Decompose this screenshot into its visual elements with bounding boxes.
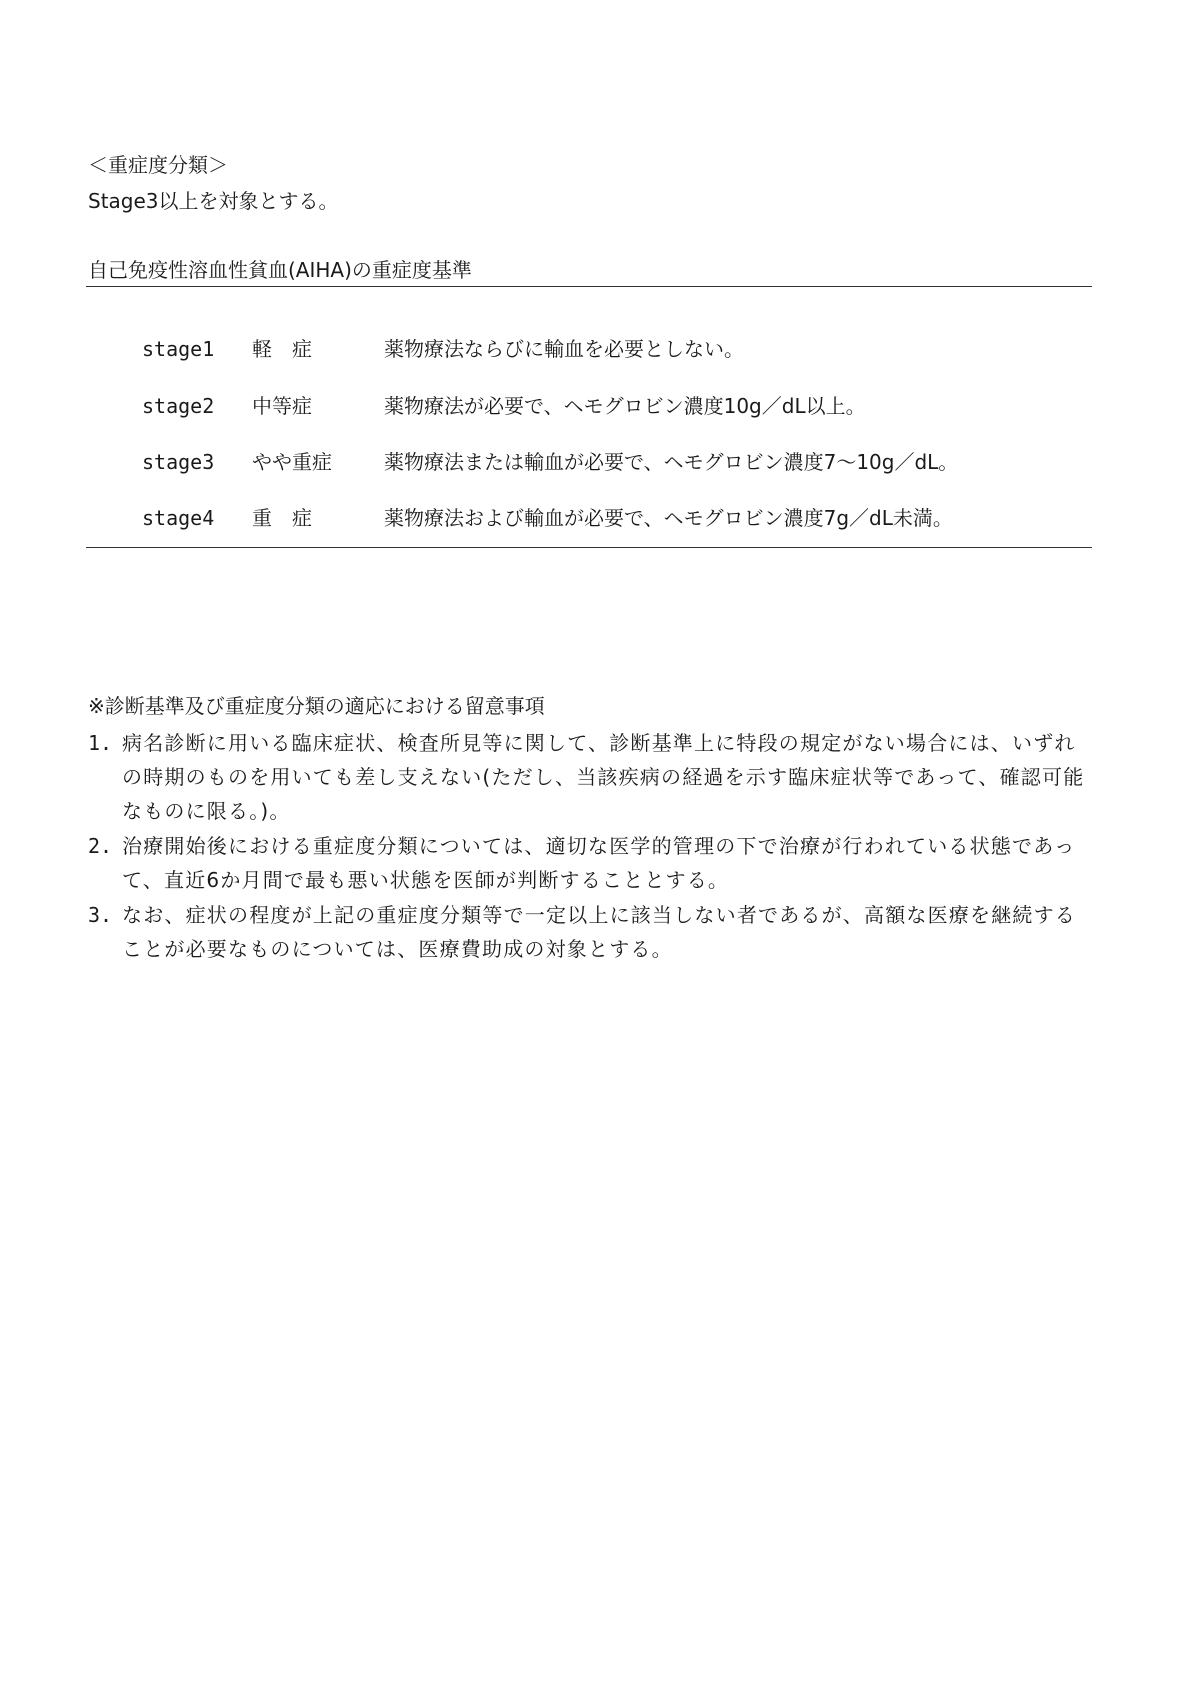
note-item-3 <box>88 898 1098 968</box>
stage-description: 薬物療法および輸血が必要で、ヘモグロビン濃度7g／dL未満。 <box>384 506 953 530</box>
severity-level: やや重症 <box>252 450 332 474</box>
stage-label: stage3 <box>142 450 215 474</box>
stage-label: stage1 <box>142 337 215 361</box>
severity-heading: ＜重症度分類＞ <box>88 153 228 177</box>
stage-row-2 <box>0 393 1181 421</box>
stage-description: 薬物療法または輸血が必要で、ヘモグロビン濃度7～10g／dL。 <box>384 450 959 474</box>
note-text: 病名診断に用いる臨床症状、検査所見等に関して、診断基準上に特段の規定がない場合には、いずれの時期のものを用いても差し支えない(ただし、当該疾病の経過を示す臨床症状等であって、確認可能なものに限る。)。 <box>122 731 1085 823</box>
stage-row-4 <box>0 505 1181 533</box>
stage-description: 薬物療法ならびに輸血を必要としない。 <box>384 337 744 361</box>
stage-row-1 <box>0 336 1181 364</box>
table-title: 自己免疫性溶血性貧血(AIHA)の重症度基準 <box>88 258 472 282</box>
stage-description: 薬物療法が必要で、ヘモグロビン濃度10g／dL以上。 <box>384 394 866 418</box>
severity-level: 重 症 <box>252 506 312 530</box>
severity-level: 中等症 <box>252 394 312 418</box>
note-item-2 <box>88 829 1098 899</box>
table-top-rule <box>86 286 1092 287</box>
note-number: 2. <box>88 834 113 858</box>
note-item-1 <box>88 726 1098 830</box>
note-text: なお、症状の程度が上記の重症度分類等で一定以上に該当しない者であるが、高額な医療を継続することが必要なものについては、医療費助成の対象とする。 <box>122 903 1076 961</box>
table-bottom-rule <box>86 547 1092 548</box>
severity-level: 軽 症 <box>252 337 312 361</box>
stage-label: stage2 <box>142 394 215 418</box>
stage-label: stage4 <box>142 506 215 530</box>
stage-row-3 <box>0 449 1181 477</box>
notes-title: ※診断基準及び重症度分類の適応における留意事項 <box>88 694 545 718</box>
note-number: 3. <box>88 903 113 927</box>
note-text: 治療開始後における重症度分類については、適切な医学的管理の下で治療が行われている状態であって、直近6か月間で最も悪い状態を医師が判断することとする。 <box>122 834 1076 892</box>
severity-target-text: Stage3以上を対象とする。 <box>88 189 339 213</box>
note-number: 1. <box>88 731 113 755</box>
